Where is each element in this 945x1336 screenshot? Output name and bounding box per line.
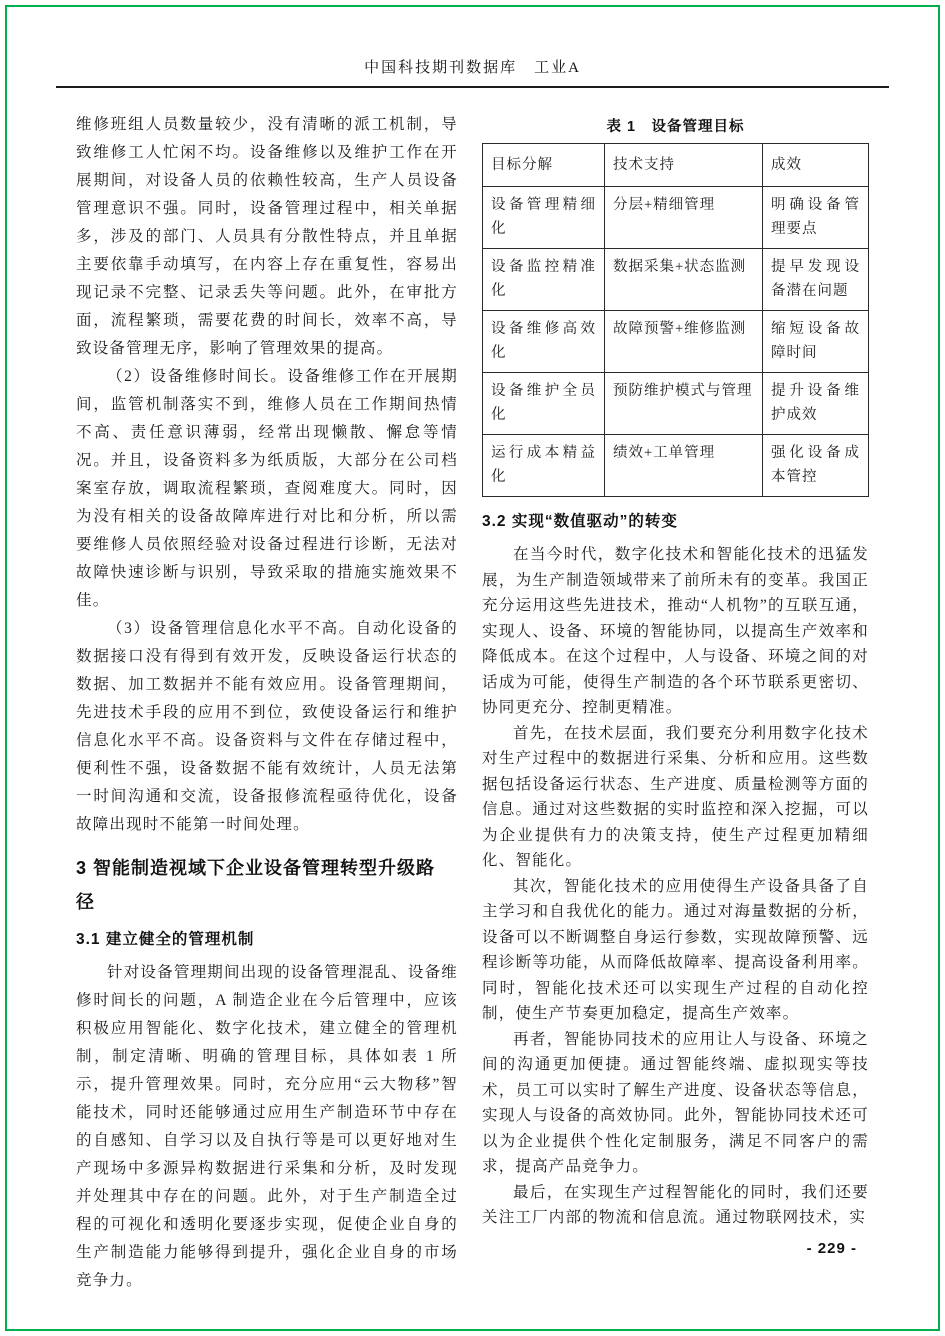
table-row	[483, 249, 869, 311]
left-column	[76, 111, 458, 1295]
section-3-1-heading: 3.1 建立健全的管理机制	[76, 931, 255, 948]
paragraph-informatization: （3）设备管理信息化水平不高。自动化设备的数据接口没有得到有效开发，反映设备运行状态的数据、加工数据并不能有效应用。设备管理期间，先进技术手段的应用不到位，致使设备运行和维护信息化水平不高。设备资料与文件在存储过程中，便利性不强，设备数据不能有效统计，人员无法第一时间沟通和交流，设备报修流程亟待优化，设备故障出现时不能第一时间处理。	[76, 620, 458, 833]
paragraph-maintenance-issues: 维修班组人员数量较少，没有清晰的派工机制，导致维修工人忙闲不均。设备维修以及维护工作在开展期间，对设备人员的依赖性较高，生产人员设备管理意识不强。同时，设备管理过程中，相关单据多，涉及的部门、人员具有分散性特点，并且单据主要依靠手动填写，在内容上存在重复性，容易出现记录不完整、记录丢失等问题。此外，在审批方面，流程繁琐，需要花费的时间长，效率不高，导致设备管理无序，影响了管理效果的提高。	[76, 116, 458, 357]
journal-header-title: 中国科技期刊数据库 工业A	[364, 60, 581, 76]
table-cell: 运行成本精益化	[483, 435, 605, 497]
table-row	[483, 187, 869, 249]
table-header-goal: 目标分解	[483, 144, 605, 187]
paragraph-second-intelligent: 其次，智能化技术的应用使得生产设备具备了自主学习和自我优化的能力。通过对海量数据的分析，设备可以不断调整自身运行参数，实现故障预警、远程诊断等功能，从而降低故障率、提高设备利用率。同时，智能化技术还可以实现生产过程的自动化控制，使生产节奏更加稳定，提高生产效率。	[482, 877, 869, 1022]
table-cell: 设备监控精准化	[483, 249, 605, 311]
section-3-2-heading: 3.2 实现“数值驱动”的转变	[482, 513, 678, 530]
section-3-heading: 3 智能制造视域下企业设备管理转型升级路径	[76, 858, 436, 912]
paragraph-last-logistics: 最后，在实现生产过程智能化的同时，我们还要关注工厂内部的物流和信息流。通过物联网技术，实	[482, 1183, 869, 1226]
table-cell: 强化设备成本管控	[763, 435, 869, 497]
table-cell: 设备维修高效化	[483, 311, 605, 373]
table-row	[483, 311, 869, 373]
table-cell: 提早发现设备潜在问题	[763, 249, 869, 311]
paragraph-management-mechanism: 针对设备管理期间出现的设备管理混乱、设备维修时间长的问题，A 制造企业在今后管理中，应该积极应用智能化、数字化技术，建立健全的管理机制，制定清晰、明确的管理目标，具体如表 1 所示，提升管理效果。同时，充分应用“云大物移”智能技术，同时还能够通过应用生产制造环节中存在的自感知、自学习以及自执行等是可以更好地对生产现场中多源异构数据进行采集和分析，及时发现并处理其中存在的问题。此外，对于生产制造全过程的可视化和透明化要逐步实现，促使企业自身的生产制造能力能够得到提升，强化企业自身的市场竞争力。	[76, 964, 458, 1289]
table-cell: 故障预警+维修监测	[605, 311, 763, 373]
paragraph-first-data: 首先，在技术层面，我们要充分利用数字化技术对生产过程中的数据进行采集、分析和应用。这些数据包括设备运行状态、生产进度、质量检测等方面的信息。通过对这些数据的实时监控和深入挖掘，可以为企业提供有力的决策支持，使生产过程更加精细化、智能化。	[482, 724, 869, 869]
two-column-layout	[0, 88, 945, 1295]
table-header-tech: 技术支持	[605, 144, 763, 187]
table-cell: 预防维护模式与管理	[605, 373, 763, 435]
table-cell: 设备维护全员化	[483, 373, 605, 435]
table-header-row	[483, 144, 869, 187]
right-column	[482, 111, 869, 1295]
table-cell: 分层+精细管理	[605, 187, 763, 249]
table-cell: 缩短设备故障时间	[763, 311, 869, 373]
table-cell: 设备管理精细化	[483, 187, 605, 249]
paragraph-repair-time: （2）设备维修时间长。设备维修工作在开展期间，监管机制落实不到，维修人员在工作期间热情不高、责任意识薄弱，经常出现懒散、懈怠等情况。并且，设备资料多为纸质版，大部分在公司档案室存放，调取流程繁琐，查阅难度大。同时，因为没有相关的设备故障库进行对比和分析，所以需要维修人员依照经验对设备过程进行诊断，无法对故障快速诊断与识别，导致采取的措施实施效果不佳。	[76, 368, 458, 609]
equipment-goals-table	[482, 143, 869, 497]
table-header-effect: 成效	[763, 144, 869, 187]
table-cell: 明确设备管理要点	[763, 187, 869, 249]
table-cell: 提升设备维护成效	[763, 373, 869, 435]
paragraph-third-collaboration: 再者，智能协同技术的应用让人与设备、环境之间的沟通更加便捷。通过智能终端、虚拟现实等技术，员工可以实时了解生产进度、设备状态等信息，实现人与设备的高效协同。此外，智能协同技术还可以为企业提供个性化定制服务，满足不同客户的需求，提高产品竞争力。	[482, 1030, 869, 1175]
table-row	[483, 435, 869, 497]
table-cell: 数据采集+状态监测	[605, 249, 763, 311]
table-caption: 表 1 设备管理目标	[606, 119, 745, 135]
table-row	[483, 373, 869, 435]
table-cell: 绩效+工单管理	[605, 435, 763, 497]
page-number: - 229 -	[806, 1240, 857, 1257]
paragraph-digital-intro: 在当今时代，数字化技术和智能化技术的迅猛发展，为生产制造领域带来了前所未有的变革。我国正充分运用这些先进技术，推动“人机物”的互联互通，实现人、设备、环境的智能协同，以提高生产效率和降低成本。在这个过程中，人与设备、环境之间的对话成为可能，使得生产制造的各个环节联系更密切、协同更充分、控制更精准。	[482, 546, 869, 716]
